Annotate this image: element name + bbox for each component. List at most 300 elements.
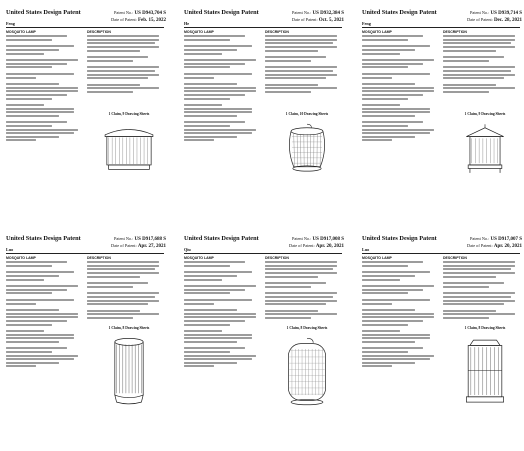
text-line — [87, 282, 148, 284]
text-line — [6, 289, 67, 291]
text-line — [6, 125, 52, 127]
text-line — [362, 341, 415, 343]
product-drawing — [454, 336, 516, 408]
text-line — [362, 320, 423, 322]
text-line — [87, 39, 159, 41]
text-line — [443, 50, 496, 52]
product-drawing — [276, 122, 338, 176]
text-line — [362, 313, 434, 315]
text-line — [362, 132, 430, 134]
text-line — [6, 334, 74, 336]
lamp-base — [466, 397, 503, 402]
text-line — [184, 98, 230, 100]
text-line — [265, 303, 326, 305]
text-line — [362, 292, 408, 294]
patent-title: United States Design Patent — [184, 9, 259, 16]
text-line — [184, 139, 214, 141]
text-line — [184, 313, 256, 315]
text-line — [265, 60, 311, 62]
text-line — [265, 272, 337, 274]
text-line — [184, 94, 245, 96]
right-text-column — [265, 256, 341, 321]
text-line — [6, 73, 74, 75]
text-line — [184, 132, 252, 134]
lamp-cap — [470, 340, 500, 345]
section-label: MOSQUITO LAMP — [184, 256, 214, 260]
text-line — [6, 90, 78, 92]
text-line — [265, 286, 311, 288]
text-line — [443, 286, 489, 288]
text-line — [265, 292, 337, 294]
text-line — [443, 74, 515, 76]
text-line — [87, 313, 159, 315]
right-text-column — [87, 30, 163, 95]
text-line — [443, 296, 511, 298]
text-line — [87, 317, 133, 319]
text-line — [443, 268, 511, 270]
text-line — [87, 84, 140, 86]
text-line — [265, 261, 337, 263]
text-line — [443, 303, 504, 305]
text-line — [6, 320, 67, 322]
text-line — [265, 35, 337, 37]
text-line — [6, 136, 59, 138]
text-line — [265, 74, 337, 76]
text-line — [87, 310, 140, 312]
text-line — [265, 265, 337, 267]
lamp-top — [105, 130, 153, 137]
inventor-name: Qiu — [184, 247, 191, 252]
text-line — [6, 316, 78, 318]
right-text-column — [443, 30, 519, 95]
text-line — [362, 324, 408, 326]
header-rule — [362, 27, 520, 28]
inventor-name: Luo — [362, 247, 370, 252]
text-line — [87, 46, 159, 48]
text-line — [6, 351, 52, 353]
text-line — [87, 74, 159, 76]
text-line — [362, 98, 408, 100]
text-line — [184, 83, 237, 85]
text-line — [6, 77, 36, 79]
text-line — [184, 324, 230, 326]
text-line — [184, 299, 252, 301]
text-line — [443, 35, 515, 37]
header-rule — [184, 27, 342, 28]
hanger — [307, 338, 313, 342]
text-line — [184, 351, 230, 353]
text-line — [6, 330, 44, 332]
text-line — [443, 272, 515, 274]
text-line — [184, 104, 222, 106]
text-line — [6, 139, 36, 141]
patent-date-line: Date of Patent: Dec. 28, 2021 — [467, 17, 522, 23]
text-line — [184, 303, 214, 305]
description-heading: DESCRIPTION — [87, 30, 111, 34]
patent-title: United States Design Patent — [184, 235, 259, 242]
text-line — [443, 56, 504, 58]
header-rule — [184, 253, 342, 254]
text-line — [265, 296, 333, 298]
text-line — [362, 303, 392, 305]
text-line — [184, 355, 256, 357]
text-line — [87, 70, 155, 72]
lamp-base — [115, 395, 143, 404]
text-line — [443, 91, 489, 93]
text-line — [184, 121, 245, 123]
left-text-column — [362, 30, 438, 143]
text-line — [265, 46, 337, 48]
patent-date: Apr. 27, 2021 — [137, 244, 166, 249]
text-line — [184, 108, 252, 110]
product-drawing — [98, 336, 160, 408]
patent-page — [180, 4, 346, 220]
text-line — [184, 261, 245, 263]
text-line — [184, 316, 256, 318]
text-line — [184, 358, 252, 360]
text-line — [6, 66, 52, 68]
text-line — [87, 35, 159, 37]
text-line — [443, 313, 515, 315]
text-line — [362, 285, 434, 287]
text-line — [265, 50, 318, 52]
right-text-column — [265, 30, 341, 95]
text-line — [184, 125, 230, 127]
text-line — [6, 265, 52, 267]
text-line — [184, 136, 237, 138]
text-line — [184, 337, 252, 339]
patent-date-line: Date of Patent: Feb. 15, 2022 — [111, 17, 166, 23]
text-line — [362, 129, 434, 131]
patent-page — [2, 4, 168, 220]
text-line — [443, 282, 504, 284]
patent-page — [180, 230, 346, 446]
text-line — [443, 261, 515, 263]
text-line — [6, 111, 74, 113]
text-line — [265, 313, 337, 315]
text-line — [443, 46, 515, 48]
text-line — [87, 66, 159, 68]
patent-date-line: Date of Patent: Apr. 20, 2021 — [288, 243, 344, 249]
lamp-base — [109, 165, 150, 169]
text-line — [362, 365, 392, 367]
text-line — [184, 309, 237, 311]
text-line — [362, 351, 408, 353]
text-line — [265, 300, 337, 302]
text-line — [362, 330, 400, 332]
header-rule — [6, 253, 164, 254]
text-line — [6, 63, 67, 65]
patent-header — [6, 235, 166, 252]
text-line — [87, 87, 159, 89]
text-line — [443, 66, 515, 68]
text-line — [443, 70, 511, 72]
text-line — [362, 49, 415, 51]
text-line — [362, 139, 392, 141]
text-line — [6, 275, 59, 277]
text-line — [362, 83, 415, 85]
patent-date: Apr. 20, 2021 — [493, 244, 522, 249]
text-line — [87, 303, 148, 305]
text-line — [6, 292, 52, 294]
lamp-body — [288, 344, 325, 401]
roof — [466, 128, 503, 137]
text-line — [184, 334, 252, 336]
text-line — [265, 282, 326, 284]
text-line — [443, 42, 511, 44]
left-text-column — [6, 30, 82, 143]
text-line — [184, 90, 256, 92]
text-line — [184, 320, 245, 322]
left-text-column — [362, 256, 438, 369]
patent-number: US D917,008 S — [312, 237, 344, 242]
patent-title: United States Design Patent — [6, 235, 81, 242]
product-drawing — [454, 122, 516, 176]
text-line — [362, 136, 415, 138]
text-line — [443, 276, 496, 278]
text-line — [184, 271, 252, 273]
text-line — [265, 42, 333, 44]
text-line — [265, 70, 333, 72]
text-line — [6, 285, 78, 287]
text-line — [6, 347, 67, 349]
text-line — [362, 73, 430, 75]
text-line — [6, 337, 74, 339]
hanger — [307, 124, 311, 128]
text-line — [443, 292, 515, 294]
patent-title: United States Design Patent — [6, 9, 81, 16]
text-line — [362, 271, 430, 273]
text-line — [362, 125, 408, 127]
lamp-base — [468, 165, 502, 169]
patent-number-line: Patent No.: US D939,714 S — [470, 10, 522, 16]
text-line — [443, 265, 515, 267]
text-line — [362, 355, 434, 357]
text-line — [6, 104, 44, 106]
text-line — [443, 317, 489, 319]
text-line — [87, 77, 148, 79]
text-line — [184, 279, 222, 281]
left-text-column — [6, 256, 82, 369]
text-line — [184, 265, 230, 267]
inventor-name: Luo — [6, 247, 14, 252]
text-line — [184, 289, 245, 291]
patent-title: United States Design Patent — [362, 9, 437, 16]
left-text-column — [184, 256, 260, 369]
text-line — [265, 66, 337, 68]
text-line — [265, 84, 318, 86]
text-line — [443, 310, 496, 312]
text-line — [362, 94, 423, 96]
text-line — [6, 45, 74, 47]
section-label: MOSQUITO LAMP — [6, 30, 36, 34]
text-line — [443, 77, 504, 79]
text-line — [265, 87, 337, 89]
text-line — [362, 275, 415, 277]
text-line — [443, 60, 489, 62]
text-line — [184, 275, 237, 277]
text-line — [6, 87, 78, 89]
text-line — [6, 313, 78, 315]
text-line — [6, 303, 36, 305]
text-line — [6, 132, 74, 134]
text-line — [6, 59, 78, 61]
lamp-cap — [291, 128, 323, 135]
right-text-column — [87, 256, 163, 321]
text-line — [362, 309, 415, 311]
text-line — [87, 268, 155, 270]
text-line — [184, 49, 237, 51]
description-heading: DESCRIPTION — [265, 30, 289, 34]
right-text-column — [443, 256, 519, 321]
text-line — [362, 362, 415, 364]
text-line — [362, 90, 434, 92]
text-line — [6, 53, 44, 55]
text-line — [87, 292, 159, 294]
text-line — [265, 39, 337, 41]
patent-number-line: Patent No.: US D932,384 S — [292, 10, 344, 16]
text-line — [362, 261, 423, 263]
text-line — [87, 286, 133, 288]
text-line — [87, 261, 159, 263]
text-line — [6, 271, 74, 273]
patent-number-line: Patent No.: US D917,008 S — [292, 236, 344, 242]
text-line — [6, 98, 52, 100]
text-line — [184, 53, 222, 55]
text-line — [87, 272, 159, 274]
figure-caption: 1 Claim, 10 Drawing Sheets — [285, 112, 329, 116]
text-line — [362, 115, 415, 117]
patent-number: US D943,704 S — [134, 11, 166, 16]
section-label: MOSQUITO LAMP — [6, 256, 36, 260]
section-label: MOSQUITO LAMP — [362, 30, 392, 34]
text-line — [362, 53, 400, 55]
text-line — [6, 39, 52, 41]
patent-number: US D917,688 S — [134, 237, 166, 242]
text-line — [362, 104, 400, 106]
text-line — [184, 292, 230, 294]
text-line — [184, 87, 256, 89]
text-line — [6, 121, 67, 123]
text-line — [184, 63, 245, 65]
patent-number: US D932,384 S — [312, 11, 344, 16]
description-heading: DESCRIPTION — [265, 256, 289, 260]
product-drawing — [276, 336, 338, 408]
text-line — [87, 42, 155, 44]
text-line — [362, 77, 392, 79]
text-line — [6, 324, 52, 326]
product-drawing — [98, 122, 160, 176]
description-heading: DESCRIPTION — [443, 256, 467, 260]
text-line — [6, 309, 59, 311]
text-line — [87, 300, 159, 302]
text-line — [87, 56, 148, 58]
text-line — [184, 115, 237, 117]
inventor-name: He — [184, 21, 190, 26]
figure-caption: 1 Claim, 8 Drawing Sheets — [108, 326, 150, 330]
text-line — [6, 108, 74, 110]
section-label: MOSQUITO LAMP — [362, 256, 392, 260]
text-line — [6, 115, 59, 117]
text-line — [265, 310, 318, 312]
text-line — [6, 279, 44, 281]
description-heading: DESCRIPTION — [443, 30, 467, 34]
patent-header — [184, 235, 344, 252]
text-line — [362, 337, 430, 339]
patent-page — [358, 230, 524, 446]
patent-date: Dec. 28, 2021 — [493, 18, 522, 23]
lamp-body — [470, 137, 500, 165]
patent-page — [2, 230, 168, 446]
text-line — [265, 276, 318, 278]
patent-header — [362, 9, 522, 26]
text-line — [184, 365, 214, 367]
patent-number: US D939,714 S — [490, 11, 522, 16]
text-line — [6, 83, 59, 85]
text-line — [265, 77, 326, 79]
text-line — [362, 279, 400, 281]
patent-number: US D917,007 S — [490, 237, 522, 242]
lamp-body — [107, 137, 151, 165]
text-line — [362, 87, 434, 89]
text-line — [265, 268, 333, 270]
header-rule — [6, 27, 164, 28]
text-line — [6, 261, 67, 263]
header-rule — [362, 253, 520, 254]
patent-date-line: Date of Patent: Oct. 5, 2021 — [291, 17, 344, 23]
text-line — [6, 35, 67, 37]
text-line — [87, 276, 140, 278]
lamp-body — [468, 345, 502, 396]
text-line — [6, 355, 78, 357]
text-line — [6, 129, 78, 131]
inventor-name: Feng — [6, 21, 15, 26]
text-line — [265, 91, 311, 93]
text-line — [87, 296, 155, 298]
figure-caption: 1 Claim, 8 Drawing Sheets — [286, 326, 328, 330]
patent-number-line: Patent No.: US D917,007 S — [470, 236, 522, 242]
patent-date-line: Date of Patent: Apr. 27, 2021 — [110, 243, 166, 249]
text-line — [184, 330, 222, 332]
text-line — [184, 59, 256, 61]
text-line — [362, 121, 423, 123]
text-line — [184, 39, 230, 41]
text-line — [184, 35, 245, 37]
text-line — [362, 59, 434, 61]
text-line — [443, 39, 515, 41]
inventor-name: Feng — [362, 21, 371, 26]
text-line — [184, 111, 252, 113]
patent-date-line: Date of Patent: Apr. 20, 2021 — [466, 243, 522, 249]
text-line — [362, 111, 430, 113]
text-line — [362, 347, 423, 349]
patent-page — [358, 4, 524, 220]
left-text-column — [184, 30, 260, 143]
text-line — [443, 87, 515, 89]
patent-date: Oct. 5, 2021 — [318, 18, 344, 23]
text-line — [362, 45, 430, 47]
figure-caption: 1 Claim, 9 Drawing Sheets — [464, 112, 506, 116]
text-line — [362, 66, 408, 68]
text-line — [184, 362, 237, 364]
patent-title: United States Design Patent — [362, 235, 437, 242]
text-line — [362, 39, 408, 41]
text-line — [87, 60, 133, 62]
text-line — [184, 66, 230, 68]
text-line — [362, 265, 408, 267]
text-line — [362, 299, 430, 301]
patent-number-line: Patent No.: US D917,688 S — [114, 236, 166, 242]
